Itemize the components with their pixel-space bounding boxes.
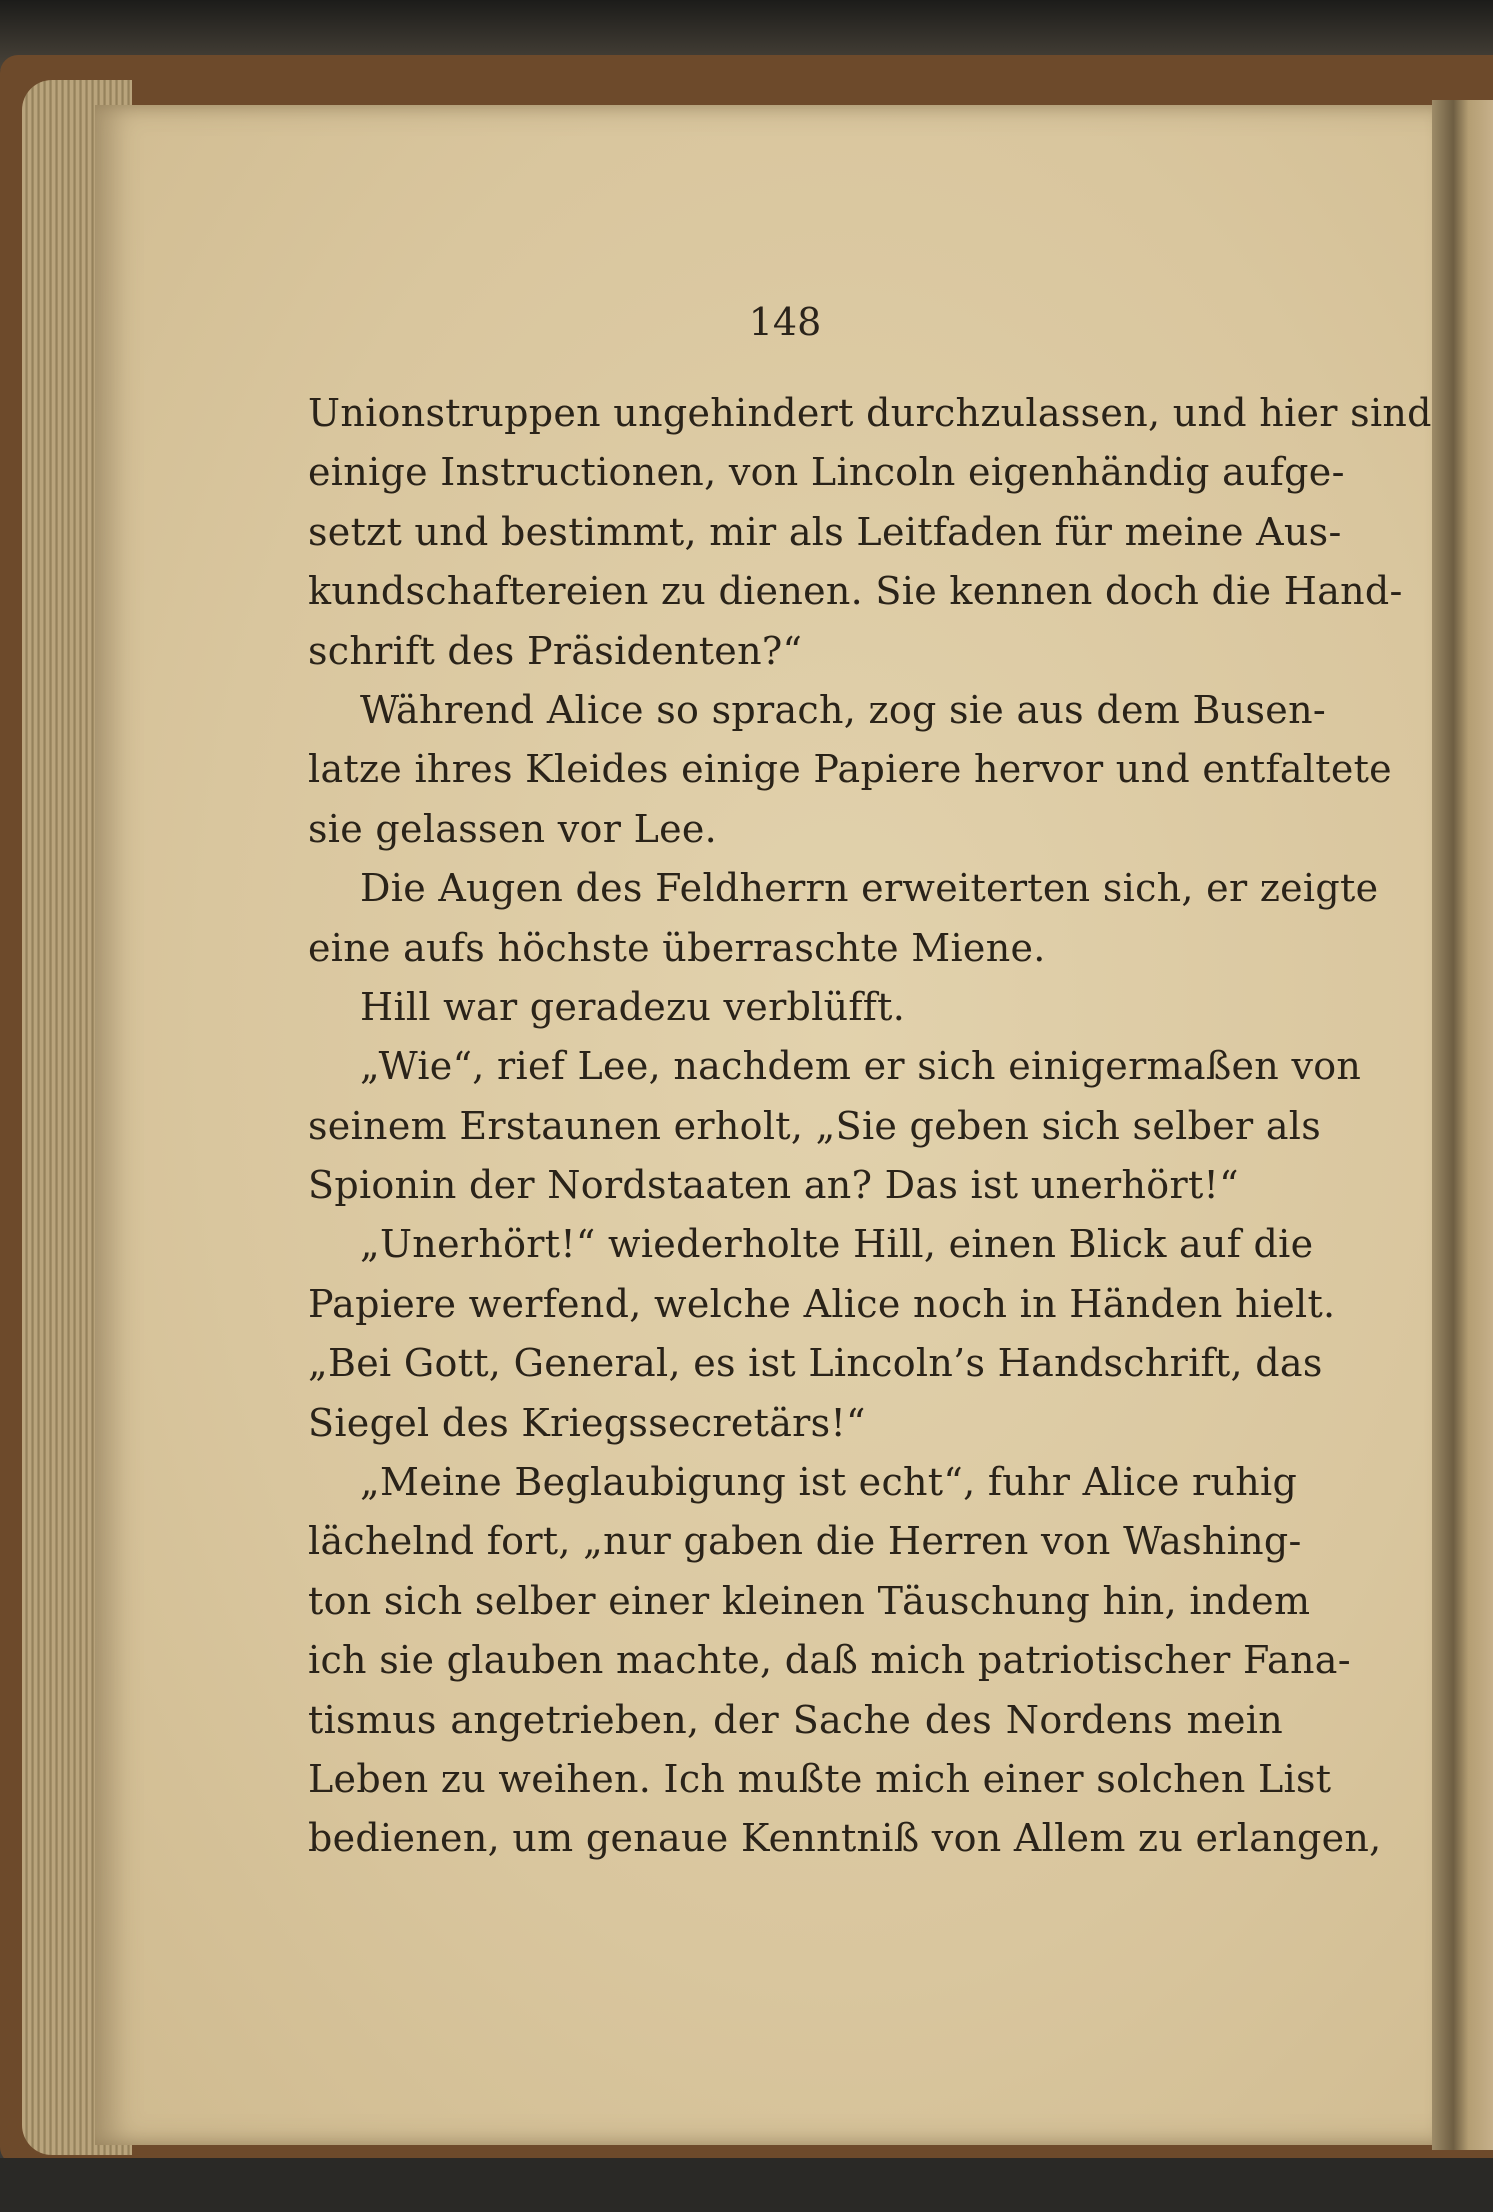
text-line: setzt und bestimmt, mir als Leitfaden für meine Aus- — [308, 509, 1342, 554]
text-line: Die Augen des Feldherrn erweiterten sich, er zeigte — [360, 866, 1379, 911]
text-line: bedienen, um genaue Kenntniß von Allem zu erlangen, — [308, 1816, 1382, 1861]
text-line: tismus angetrieben, der Sache des Nordens mein — [308, 1697, 1283, 1742]
text-line: „Wie“, rief Lee, nachdem er sich einigermaßen von — [360, 1044, 1362, 1089]
page-number: 148 — [748, 300, 822, 344]
text-line: lächelnd fort, „nur gaben die Herren von Washing- — [308, 1519, 1302, 1564]
text-line: ton sich selber einer kleinen Täuschung hin, indem — [308, 1578, 1311, 1623]
text-line: seinem Erstaunen erholt, „Sie geben sich selber als — [308, 1103, 1322, 1148]
background-bottom — [0, 2158, 1493, 2212]
body-text — [308, 384, 1432, 1869]
text-line: eine aufs höchste überraschte Miene. — [308, 925, 1046, 970]
text-line: sie gelassen vor Lee. — [308, 806, 718, 851]
text-line: „Unerhört!“ wiederholte Hill, einen Blick auf die — [360, 1222, 1314, 1267]
text-line: Hill war geradezu verblüfft. — [360, 984, 906, 1029]
book-gutter — [1432, 100, 1493, 2150]
text-line: ich sie glauben machte, daß mich patriotischer Fana- — [308, 1638, 1351, 1683]
text-line: Leben zu weihen. Ich mußte mich einer solchen List — [308, 1756, 1332, 1801]
text-line: Spionin der Nordstaaten an? Das ist unerhört!“ — [308, 1163, 1239, 1208]
text-line: einige Instructionen, von Lincoln eigenhändig aufge- — [308, 450, 1345, 495]
text-line: latze ihres Kleides einige Papiere hervor und entfaltete — [308, 747, 1392, 792]
text-line: „Bei Gott, General, es ist Lincoln’s Handschrift, das — [308, 1341, 1323, 1386]
text-line: Während Alice so sprach, zog sie aus dem Busen- — [360, 687, 1326, 732]
text-line: kundschaftereien zu dienen. Sie kennen doch die Hand- — [308, 569, 1403, 614]
text-line: „Meine Beglaubigung ist echt“, fuhr Alice ruhig — [360, 1460, 1298, 1505]
text-line: Unionstruppen ungehindert durchzulassen, und hier sind — [308, 391, 1432, 435]
text-line: schrift des Präsidenten?“ — [308, 628, 803, 673]
text-line: Siegel des Kriegssecretärs!“ — [308, 1400, 866, 1445]
text-line: Papiere werfend, welche Alice noch in Händen hielt. — [308, 1281, 1336, 1326]
